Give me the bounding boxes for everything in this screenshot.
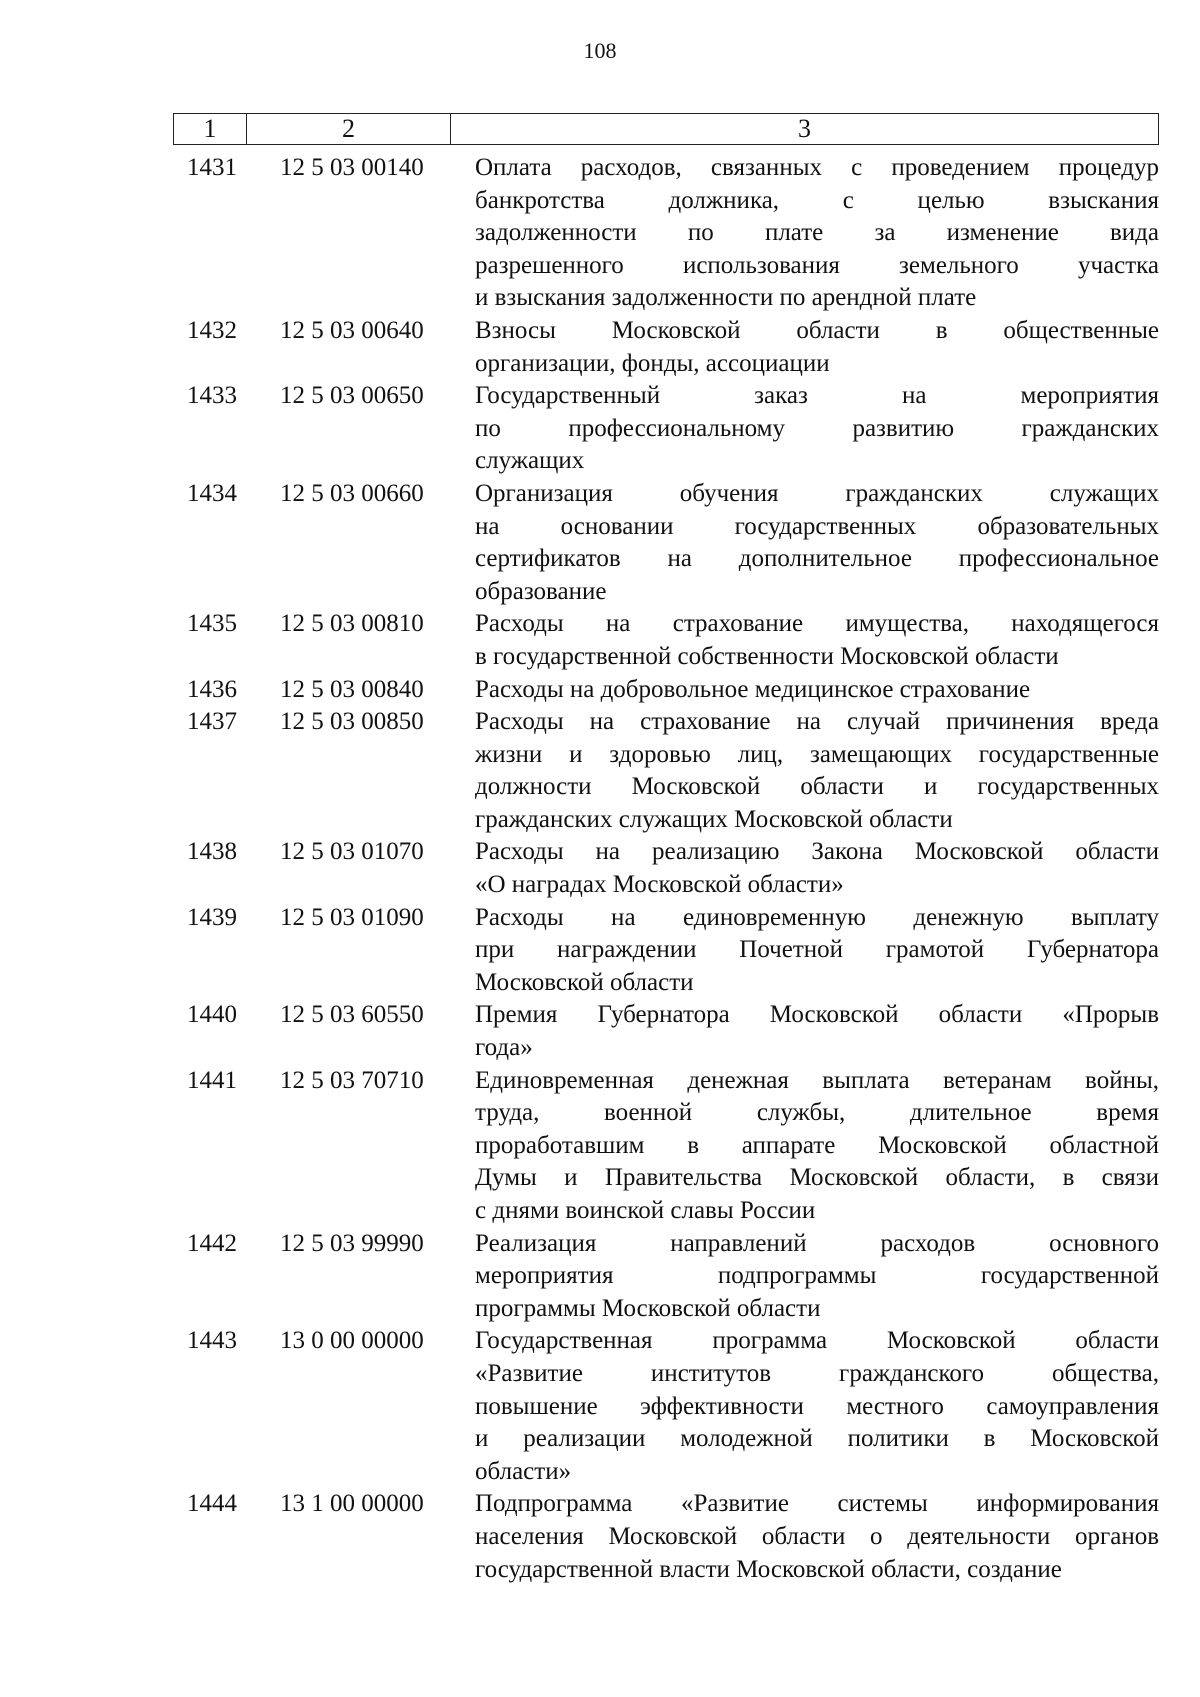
description-line: Организация обучения гражданских служащих bbox=[475, 479, 1159, 507]
description-line: в государственной собственности Московской области bbox=[475, 642, 1059, 670]
row-number: 1439 bbox=[187, 903, 237, 931]
table-row bbox=[173, 902, 1159, 1000]
row-number: 1432 bbox=[187, 316, 237, 344]
row-number: 1443 bbox=[187, 1327, 237, 1355]
table-row bbox=[173, 1325, 1159, 1488]
description-line: служащих bbox=[475, 447, 585, 475]
column-header-1: 1 bbox=[174, 114, 247, 145]
row-description bbox=[475, 706, 1159, 836]
row-description bbox=[475, 380, 1159, 478]
row-code: 12 5 03 01090 bbox=[280, 903, 424, 931]
row-code: 12 5 03 00840 bbox=[280, 675, 424, 703]
description-line: программы Московской области bbox=[475, 1294, 821, 1322]
row-description bbox=[475, 1325, 1159, 1488]
row-code: 12 5 03 99990 bbox=[280, 1229, 424, 1257]
description-line: государственной власти Московской области, создание bbox=[475, 1555, 1062, 1583]
description-line: проработавшим в аппарате Московской областной bbox=[475, 1131, 1159, 1159]
description-line: гражданских служащих Московской области bbox=[475, 805, 953, 833]
description-line: банкротства должника, с целью взыскания bbox=[475, 186, 1159, 214]
row-description bbox=[475, 836, 1159, 901]
description-line: труда, военной службы, длительное время bbox=[475, 1099, 1159, 1127]
table-row bbox=[173, 1228, 1159, 1326]
row-code: 12 5 03 00850 bbox=[280, 708, 424, 736]
row-number: 1444 bbox=[187, 1490, 237, 1518]
table-row bbox=[173, 999, 1159, 1064]
row-number: 1435 bbox=[187, 610, 237, 638]
table-row bbox=[173, 1065, 1159, 1228]
row-number: 1436 bbox=[187, 675, 237, 703]
description-line: «О наградах Московской области» bbox=[475, 871, 844, 899]
row-code: 12 5 03 00810 bbox=[280, 610, 424, 638]
description-line: и взыскания задолженности по арендной плате bbox=[475, 284, 977, 312]
row-description bbox=[475, 1065, 1159, 1228]
description-line: по профессиональному развитию гражданских bbox=[475, 414, 1159, 442]
description-line: жизни и здоровью лиц, замещающих государственные bbox=[475, 740, 1159, 768]
column-header-3: 3 bbox=[451, 114, 1159, 145]
column-header-2: 2 bbox=[247, 114, 451, 145]
table-row bbox=[173, 608, 1159, 673]
row-code: 12 5 03 60550 bbox=[280, 1001, 424, 1029]
description-line: Реализация направлений расходов основного bbox=[475, 1229, 1159, 1257]
description-line: области» bbox=[475, 1457, 572, 1485]
description-line: при награждении Почетной грамотой Губернатора bbox=[475, 936, 1159, 964]
row-code: 12 5 03 70710 bbox=[280, 1066, 424, 1094]
table-row bbox=[173, 152, 1159, 315]
row-code: 13 1 00 00000 bbox=[280, 1490, 424, 1518]
description-line: организации, фонды, ассоциации bbox=[475, 349, 830, 377]
description-line: Расходы на добровольное медицинское страхование bbox=[475, 675, 1031, 703]
table-row bbox=[173, 836, 1159, 901]
description-line: «Развитие институтов гражданского общества, bbox=[475, 1359, 1159, 1387]
description-line: мероприятия подпрограммы государственной bbox=[475, 1262, 1159, 1290]
row-number: 1440 bbox=[187, 1001, 237, 1029]
description-line: года» bbox=[475, 1034, 533, 1062]
row-number: 1434 bbox=[187, 479, 237, 507]
description-line: Взносы Московской области в общественные bbox=[475, 316, 1159, 344]
row-number: 1442 bbox=[187, 1229, 237, 1257]
description-line: Премия Губернатора Московской области «Прорыв bbox=[475, 1001, 1159, 1029]
column-header-table bbox=[173, 113, 1159, 145]
row-description bbox=[475, 152, 1159, 315]
row-code: 13 0 00 00000 bbox=[280, 1327, 424, 1355]
row-number: 1431 bbox=[187, 154, 237, 181]
row-number: 1441 bbox=[187, 1066, 237, 1094]
description-line: с днями воинской славы России bbox=[475, 1197, 816, 1224]
row-code: 12 5 03 00660 bbox=[280, 479, 424, 507]
description-line: повышение эффективности местного самоуправления bbox=[475, 1392, 1159, 1420]
description-line: на основании государственных образовательных bbox=[475, 512, 1159, 540]
description-line: должности Московской области и государственных bbox=[475, 773, 1159, 801]
description-line: сертификатов на дополнительное профессиональное bbox=[475, 545, 1159, 573]
table-row bbox=[173, 478, 1159, 608]
page-number: 108 bbox=[583, 38, 617, 63]
description-line: Расходы на страхование на случай причинения вреда bbox=[475, 708, 1159, 736]
description-line: Московской области bbox=[475, 968, 694, 996]
column-header-row bbox=[174, 114, 1159, 145]
description-line: Государственная программа Московской области bbox=[475, 1327, 1159, 1355]
row-description bbox=[475, 1228, 1159, 1326]
row-code: 12 5 03 00140 bbox=[280, 154, 424, 181]
description-line: разрешенного использования земельного участка bbox=[475, 251, 1159, 279]
description-line: Расходы на страхование имущества, находящегося bbox=[475, 610, 1159, 638]
row-number: 1433 bbox=[187, 382, 237, 410]
table-row bbox=[173, 315, 1159, 380]
description-line: Подпрограмма «Развитие системы информирования bbox=[475, 1490, 1159, 1518]
description-line: образование bbox=[475, 577, 607, 605]
table-row bbox=[173, 674, 1159, 707]
description-line: Расходы на единовременную денежную выплату bbox=[475, 903, 1159, 931]
description-line: задолженности по плате за изменение вида bbox=[475, 219, 1159, 247]
description-line: населения Московской области о деятельности органов bbox=[475, 1522, 1159, 1550]
row-description bbox=[475, 999, 1159, 1064]
row-description bbox=[475, 902, 1159, 1000]
table-row bbox=[173, 1488, 1159, 1586]
description-line: Оплата расходов, связанных с проведением процедур bbox=[475, 154, 1159, 181]
description-line: Расходы на реализацию Закона Московской области bbox=[475, 838, 1159, 866]
row-code: 12 5 03 01070 bbox=[280, 838, 424, 866]
row-description bbox=[475, 478, 1159, 608]
row-code: 12 5 03 00640 bbox=[280, 316, 424, 344]
row-number: 1437 bbox=[187, 708, 237, 736]
table-body bbox=[173, 152, 1159, 1586]
row-description bbox=[475, 1488, 1159, 1586]
row-code: 12 5 03 00650 bbox=[280, 382, 424, 410]
row-description bbox=[475, 315, 1159, 380]
description-line: Думы и Правительства Московской области, в связи bbox=[475, 1164, 1159, 1192]
table-row bbox=[173, 380, 1159, 478]
description-line: Единовременная денежная выплата ветеранам войны, bbox=[475, 1066, 1159, 1094]
row-number: 1438 bbox=[187, 838, 237, 866]
description-line: Государственный заказ на мероприятия bbox=[475, 382, 1159, 410]
table-row bbox=[173, 706, 1159, 836]
row-description bbox=[475, 674, 1159, 707]
description-line: и реализации молодежной политики в Московской bbox=[475, 1425, 1159, 1453]
row-description bbox=[475, 608, 1159, 673]
